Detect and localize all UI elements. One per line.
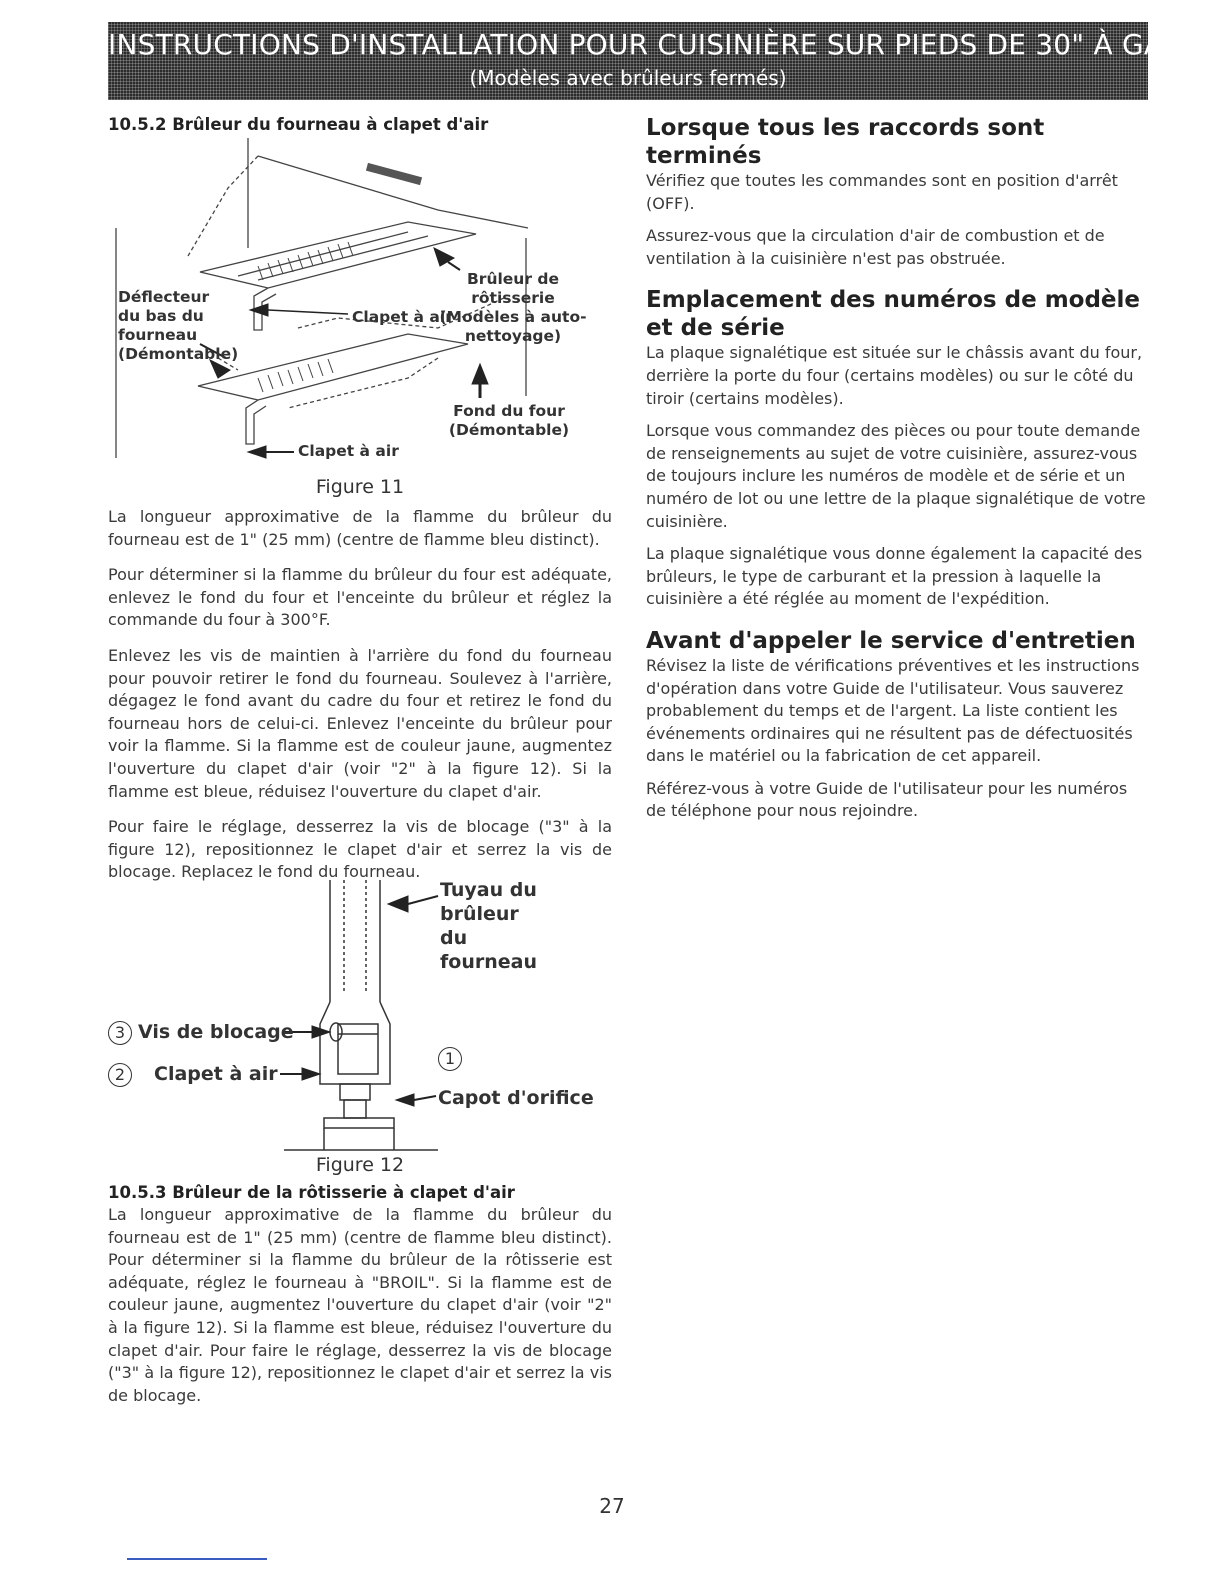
figure-12-caption: Figure 12	[315, 1154, 405, 1176]
section-heading-10-5-2: 10.5.2 Brûleur du fourneau à clapet d'air	[108, 115, 489, 134]
section-heading-10-5-3: 10.5.3 Brûleur de la rôtisserie à clapet d'air	[108, 1183, 515, 1202]
paragraph-adjustment: Pour faire le réglage, desserrez la vis de blocage ("3" à la figure 12), repositionnez le clapet d'air et serrez la vis de blocage. Replacez le fond du fourneau.	[108, 817, 612, 882]
label-deflecteur: Déflecteur du bas du fourneau (Démontable)	[118, 288, 239, 363]
label-clapet-air-top: Clapet à air	[352, 308, 453, 326]
right-column	[646, 114, 1152, 823]
label-fond-du-four: Fond du four (Démontable)	[448, 402, 570, 439]
figure-12	[108, 874, 612, 1154]
page-number: 27	[599, 1494, 625, 1518]
label-num-1	[438, 1046, 468, 1071]
paragraph-rotisserie: La longueur approximative de la flamme du brûleur du fourneau est de 1" (25 mm) (centre de flamme bleu distinct). Pour déterminer si la flamme du brûleur de la rôtisserie est adéquate, réglez le fourneau à "BROIL". Si la flamme est de couleur jaune, augmentez l'ouverture du clapet d'air (voir "2" à la figure 12). Si la flamme est bleue, réduisez l'ouverture du clapet d'air. Pour faire le réglage, desserrez la vis de blocage ("3" à la figure 12), repositionnez le clapet d'air et serrez la vis de blocage.	[108, 1205, 612, 1405]
left-body-1	[108, 506, 612, 884]
page-subtitle: (Modèles avec brûleurs fermés)	[469, 66, 787, 90]
section-title-connections: Lorsque tous les raccords sont terminés	[646, 115, 1045, 169]
label-tuyau-bruleur: Tuyau du brûleur du fourneau	[440, 879, 537, 973]
callout-2-icon: 2	[108, 1063, 132, 1087]
header-banner	[108, 22, 1183, 100]
paragraph-air-circulation: Assurez-vous que la circulation d'air de combustion et de ventilation à la cuisinière n'est pas obstruée.	[646, 226, 1105, 268]
paragraph-check-controls: Vérifiez que toutes les commandes sont en position d'arrêt (OFF).	[646, 171, 1118, 213]
paragraph-rating-plate: La plaque signalétique est située sur le châssis avant du four, derrière la porte du four (certains modèles) ou sur le côté du tiroir (certains modèles).	[646, 343, 1143, 408]
label-bruleur-rotisserie: Brûleur de rôtisserie (Modèles à auto-nettoyage)	[439, 270, 587, 345]
paragraph-checklist: Révisez la liste de vérifications préventives et les instructions d'opération dans votre Guide de l'utilisateur. Vous sauverez probablement du temps et de l'argent. La liste contient les événements ordinaires qui ne résultent pas de défectuosités dans le matériel ou la fabrication de cet appareil.	[646, 655, 1140, 766]
callout-3-icon: 3	[108, 1021, 132, 1045]
paragraph-plate-info: La plaque signalétique vous donne également la capacité des brûleurs, le type de carburant et la pression à laquelle la cuisinière a été réglée au moment de l'expédition.	[646, 544, 1143, 609]
paragraph-phone-numbers: Référez-vous à votre Guide de l'utilisateur pour les numéros de téléphone pour nous rejoindre.	[646, 778, 1128, 821]
paragraph-ordering-parts: Lorsque vous commandez des pièces ou pour toute demande de renseignements au sujet de votre cuisinière, assurez-vous de toujours inclure les numéros de modèle et de série et un numéro de lot ou une lettre de la plaque signalétique de votre cuisinière.	[646, 421, 1146, 531]
label-capot-orifice: Capot d'orifice	[438, 1087, 594, 1109]
page-title: INSTRUCTIONS D'INSTALLATION POUR CUISINIÈRE SUR PIEDS DE 30" À GAZ	[108, 28, 1183, 61]
footer-rule	[127, 1558, 267, 1560]
section-10-5-3	[108, 1182, 612, 1407]
callout-1-icon: 1	[438, 1047, 462, 1071]
label-vis-blocage: 3 Vis de blocage	[108, 1020, 294, 1045]
figure-11-caption: Figure 11	[315, 476, 405, 498]
section-title-model-numbers: Emplacement des numéros de modèle et de série	[646, 287, 1141, 342]
section-title-service: Avant d'appeler le service d'entretien	[646, 627, 1136, 654]
paragraph-flame-check: Pour déterminer si la flamme du brûleur du four est adéquate, enlevez le fond du four et l'enceinte du brûleur et réglez la commande du four à 300°F.	[108, 565, 612, 630]
figure-11	[108, 138, 612, 478]
paragraph-flame-length: La longueur approximative de la flamme du brûleur du fourneau est de 1" (25 mm) (centre de flamme bleu distinct).	[108, 507, 612, 549]
paragraph-remove-bottom: Enlevez les vis de maintien à l'arrière du fond du fourneau pour pouvoir retirer le fond du fourneau. Soulevez à l'arrière, dégagez le fond avant du cadre du four et retirez le fond du fourneau hors de celui-ci. Enlevez l'enceinte du brûleur pour voir la flamme. Si la flamme est de couleur jaune, augmentez l'ouverture du clapet d'air (voir "2" à la figure 12). Si la flamme est bleue, réduisez l'ouverture du clapet d'air.	[108, 645, 612, 801]
label-clapet-air-bottom: Clapet à air	[298, 442, 399, 460]
label-clapet-air: 2 Clapet à air	[108, 1062, 278, 1087]
